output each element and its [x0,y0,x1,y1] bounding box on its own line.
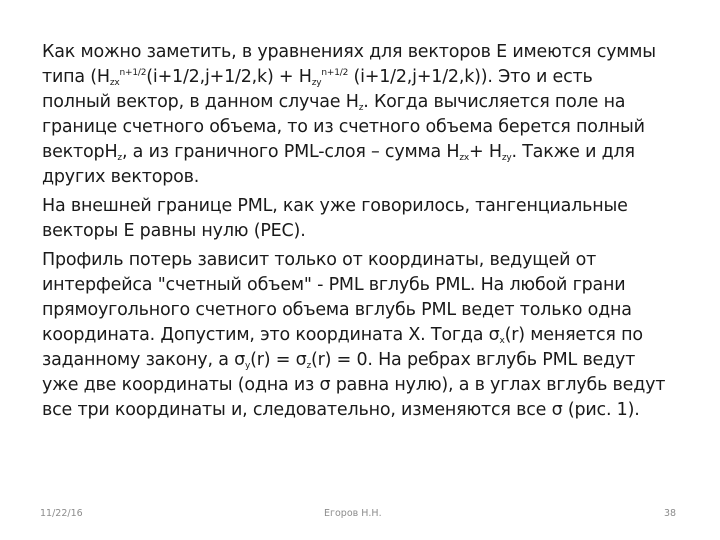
text-line: все три координаты и, следовательно, изменяются все σ (рис. 1). [42,400,640,420]
text-line: интерфейса "счетный объем" - PML вглубь PML. На любой грани [42,275,626,295]
text-fragment: + H [469,142,502,162]
text-line: других векторов. [42,167,200,187]
subscript: zx [459,153,470,163]
text-line [42,65,692,90]
footer-author: Егоров Н.Н. [324,508,382,519]
text-line: уже две координаты (одна из σ равна нулю), а в углах вглубь ведут [42,375,666,395]
text-fragment: , а из граничного PML-слоя – сумма H [121,142,460,162]
paragraph-3 [42,248,692,423]
text-fragment: (i+1/2,j+1/2,k) + H [146,67,312,87]
text-fragment: (r) меняется по [504,325,643,345]
text-fragment: (r) = 0. На ребрах вглубь PML ведут [311,350,636,370]
subscript: x [499,336,505,346]
text-fragment: . Когда вычисляется поле на [363,92,626,112]
superscript: n+1/2 [119,68,147,78]
text-fragment: векторH [42,142,118,162]
text-line [42,323,692,348]
text-line: Профиль потерь зависит только от координаты, ведущей от [42,250,597,270]
text-fragment: полный вектор, в данном случае H [42,92,359,112]
text-line [42,90,692,115]
footer-date: 11/22/16 [40,508,83,519]
superscript: n+1/2 [321,68,349,78]
text-fragment: координата. Допустим, это координата X. Тогда σ [42,325,500,345]
text-fragment: (r) = σ [250,350,307,370]
text-line: векторы E равны нулю (PEC). [42,221,306,241]
footer-page-number: 38 [664,508,677,519]
paragraph-2 [42,194,692,244]
text-line: границе счетного объема, то из счетного объема берется полный [42,117,645,137]
text-fragment: типа (H [42,67,110,87]
subscript: zx [109,78,120,88]
text-line [42,348,692,373]
text-line: На внешней границе PML, как уже говорилось, тангенциальные [42,196,628,216]
subscript: zy [311,78,322,88]
subscript: z [358,103,364,113]
subscript: zy [501,153,512,163]
text-line: прямоугольного счетного объема вглубь PML ведет только одна [42,300,632,320]
subscript: y [244,361,251,371]
text-line: Как можно заметить, в уравнениях для векторов E имеются суммы [42,42,656,62]
paragraph-1 [42,40,692,190]
subscript: z [306,361,311,371]
text-line [42,140,692,165]
subscript: z [117,153,122,163]
text-fragment: заданному закону, а σ [42,350,245,370]
text-fragment: (i+1/2,j+1/2,k)). Это и есть [348,67,593,87]
text-fragment: . Также и для [511,142,635,162]
slide-content [42,40,692,427]
